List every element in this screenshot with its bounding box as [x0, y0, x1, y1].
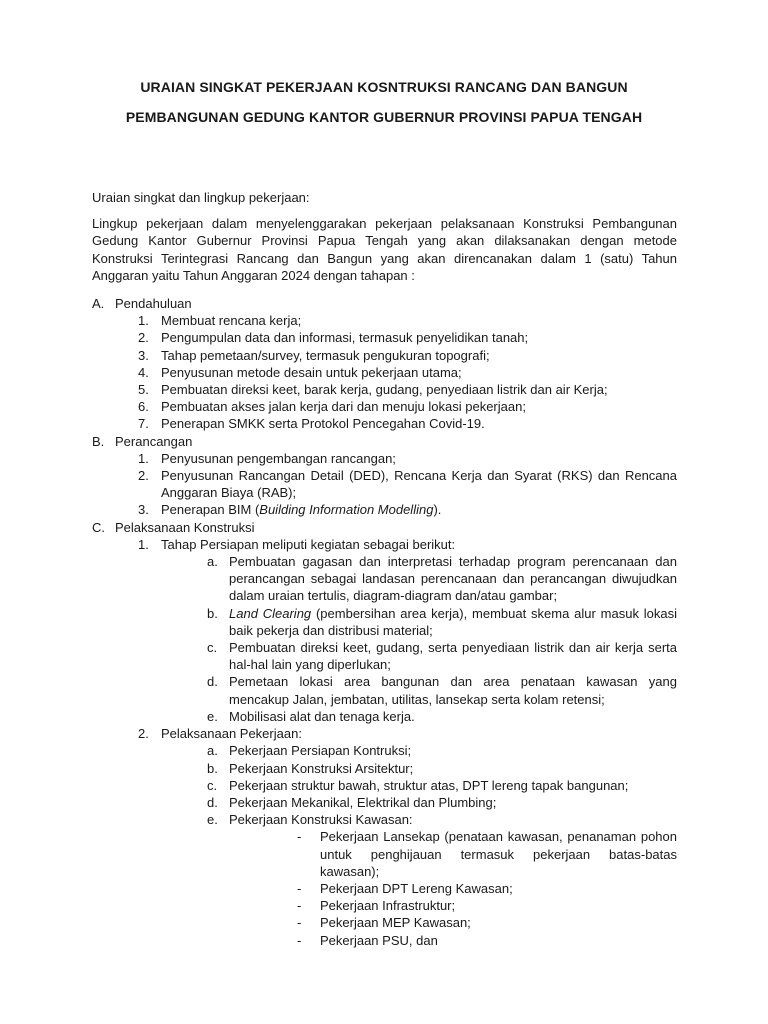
section-label: Pendahuluan	[115, 296, 192, 312]
section-marker: C.	[92, 519, 105, 535]
section-c	[92, 519, 677, 949]
list-item: d. Pekerjaan Mekanikal, Elektrikal dan Plumbing;	[207, 794, 497, 810]
list-item: - Pekerjaan Infrastruktur;	[297, 898, 456, 914]
list-item: e. Mobilisasi alat dan tenaga kerja.	[207, 708, 415, 724]
scope-paragraph: Lingkup pekerjaan dalam menyelenggarakan pekerjaan pelaksanaan Konstruksi Pembangunan Gedung Kantor Gubernur Provinsi Papua Tengah yang akan dilaksanakan dengan metode Konstruksi Terintegrasi Rancang dan Bangun yang akan direncanakan dalam 1 (satu) Tahun Anggaran yaitu Tahun Anggaran 2024 dengan tahapan :	[92, 216, 677, 283]
document-body	[92, 189, 677, 949]
list-item: c. Pekerjaan struktur bawah, struktur atas, DPT lereng tapak bangunan;	[207, 777, 629, 793]
list-item: 3. Tahap pemetaan/survey, termasuk pengukuran topografi;	[138, 347, 490, 363]
dash-list	[229, 828, 677, 948]
list-item: 4. Penyusunan metode desain untuk pekerjaan utama;	[138, 364, 462, 380]
section-a	[92, 295, 677, 433]
section-label: Pelaksanaan Konstruksi	[115, 519, 255, 535]
document-title-line-2: PEMBANGUNAN GEDUNG KANTOR GUBERNUR PROVINSI PAPUA TENGAH	[125, 109, 643, 125]
list-item: c. Pembuatan direksi keet, gudang, serta penyediaan listrik dan air kerja serta hal-hal lain yang diperlukan;	[207, 640, 677, 673]
list-item: a. Pembuatan gagasan dan interpretasi terhadap program perencanaan dan perancangan sebagai landasan perencanaan dan perancangan diwujudkan dalam uraian tertulis, diagram-diagram dan/atau gambar;	[207, 554, 677, 604]
list-item: 5. Pembuatan direksi keet, barak kerja, gudang, penyediaan listrik dan air Kerja;	[138, 382, 608, 398]
section-b	[92, 433, 677, 519]
list-item: - Pekerjaan MEP Kawasan;	[297, 915, 471, 931]
list-item: 1. Tahap Persiapan meliputi kegiatan sebagai berikut: a. Pembuatan gagasan dan interpretasi terhadap program perencanaan dan perancangan sebagai landasan perencanaan dan perancangan diwujudkan dalam uraian tertulis, diagram-diagram dan/atau gambar; b. Land Clearing (pembersihan area kerja), membuat skema alur masuk lokasi baik pekerja dan distribusi material; c. Pembuatan direksi keet, gudang, serta penyediaan listrik dan air kerja serta hal-hal lain yang diperlukan; d. Pemetaan lokasi area bangunan dan area penataan kawasan yang mencakup Jalan, jembatan, utilitas, lansekap serta kolam retensi; e. Mobilisasi alat dan tenaga kerja.	[138, 536, 677, 724]
list-item: 1. Membuat rencana kerja;	[138, 313, 302, 329]
list-item: d. Pemetaan lokasi area bangunan dan area penataan kawasan yang mencakup Jalan, jembatan, utilitas, lansekap serta kolam retensi;	[207, 674, 677, 707]
section-a-items	[115, 312, 677, 432]
intro-text: Uraian singkat dan lingkup pekerjaan:	[92, 190, 310, 205]
section-list	[92, 295, 677, 949]
list-item: 3. Penerapan BIM (Building Information Modelling).	[138, 502, 442, 518]
list-item: 2. Pelaksanaan Pekerjaan: a. Pekerjaan Persiapan Kontruksi; b. Pekerjaan Konstruksi Arsitektur; c. Pekerjaan struktur bawah, struktur atas, DPT lereng tapak bangunan; d. Pekerjaan Mekanikal, Elektrikal dan Plumbing; e. Pekerjaan Konstruksi Kawasan: - Pekerjaan Lansekap (penataan kawasan, penanaman pohon untuk penghijauan termasuk pekerjaan batas-batas kawasan); - Pekerjaan DPT Lereng Kawasan; - Pekerjaan Infrastruktur; - Pekerjaan MEP Kawasan; - Pekerjaan PSU, dan	[138, 726, 677, 948]
sub-list	[161, 742, 677, 948]
list-item: 7. Penerapan SMKK serta Protokol Pencegahan Covid-19.	[138, 416, 485, 432]
list-item: 2. Penyusunan Rancangan Detail (DED), Rencana Kerja dan Syarat (RKS) dan Rencana Anggaran Biaya (RAB);	[138, 468, 677, 501]
section-marker: A.	[92, 296, 105, 312]
document-title-line-1: URAIAN SINGKAT PEKERJAAN KOSNTRUKSI RANCANG DAN BANGUN	[140, 79, 628, 95]
list-item: - Pekerjaan Lansekap (penataan kawasan, penanaman pohon untuk penghijauan termasuk pekerjaan batas-batas kawasan);	[297, 829, 677, 879]
list-item: b. Pekerjaan Konstruksi Arsitektur;	[207, 760, 414, 776]
section-b-items	[115, 450, 677, 519]
list-item: 1. Penyusunan pengembangan rancangan;	[138, 450, 396, 466]
list-item: b. Land Clearing (pembersihan area kerja), membuat skema alur masuk lokasi baik pekerja dan distribusi material;	[207, 605, 677, 638]
list-item: - Pekerjaan DPT Lereng Kawasan;	[297, 880, 513, 896]
section-marker: B.	[92, 433, 105, 449]
list-item: a. Pekerjaan Persiapan Kontruksi;	[207, 743, 412, 759]
list-item: e. Pekerjaan Konstruksi Kawasan: - Pekerjaan Lansekap (penataan kawasan, penanaman pohon untuk penghijauan termasuk pekerjaan batas-batas kawasan); - Pekerjaan DPT Lereng Kawasan; - Pekerjaan Infrastruktur; - Pekerjaan MEP Kawasan; - Pekerjaan PSU, dan	[207, 812, 677, 948]
sub-list	[161, 553, 677, 725]
section-label: Perancangan	[115, 433, 193, 449]
list-item: - Pekerjaan PSU, dan	[297, 932, 438, 948]
section-c-items	[115, 536, 677, 949]
list-item: 6. Pembuatan akses jalan kerja dari dan menuju lokasi pekerjaan;	[138, 399, 526, 415]
list-item: 2. Pengumpulan data dan informasi, termasuk penyelidikan tanah;	[138, 330, 529, 346]
